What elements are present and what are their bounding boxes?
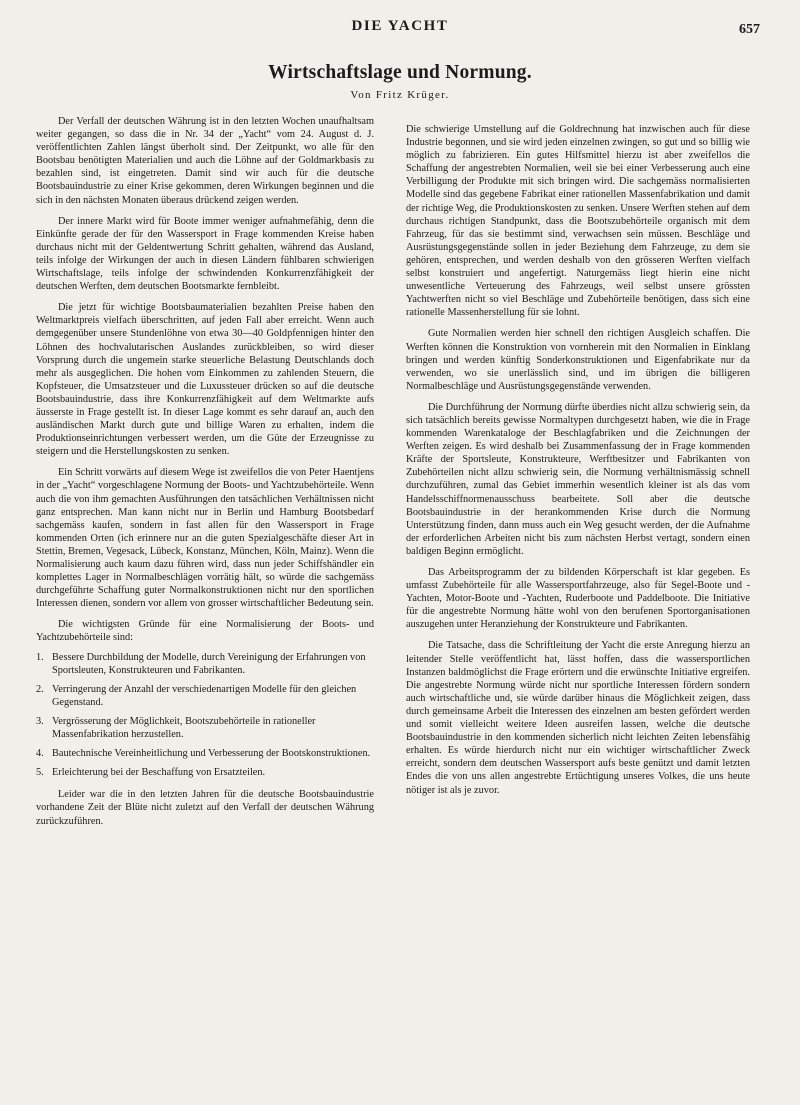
paragraph: Gute Normalien werden hier schnell den richtigen Ausgleich schaffen. Die Werften können die Konstruktion von vornherein mit den Normalien in Einklang bringen und werden künftig Sonderkonstruktionen und Eigenfabrikate nur da verwenden, wo sie unerlässlich sind, und im übrigen die billigeren Normalbeschläge und Ausrüstungsgegenstände verwenden. (406, 328, 750, 392)
paragraph: Die Durchführung der Normung dürfte überdies nicht allzu schwierig sein, da sich tatsächlich bereits gewisse Normaltypen durchgesetzt haben, wie die in Frage kommenden Warenkataloge der Beschlagfabriken und die Zeichnungen der Werften zeigen. Es wird deshalb bei Zusammenfassung der in Frage kommenden Kräfte der Sportsleute, Konstrukteure, Werftbesitzer und Fabrikanten von Zubehörteilen nicht allzu schwierig sein, die Normung verhältnismässig schnell durchzuführen, zumal das Gebiet immerhin wesentlich kleiner ist als das vom Handelsschiffnormenausschuss bearbeitete. Soll aber die deutsche Bootsbauindustrie in der herankommenden Krise durch die Normung Unterstützung finden, dann muss auch ein Weg gesucht werden, der die Aufnahme der erforderlichen Arbeiten nicht bis zum nächsten Herbst vertagt, sondern einen baldigen Beginn ermöglicht. (406, 401, 750, 557)
list-item (36, 651, 374, 677)
reasons-list (36, 651, 374, 780)
article-title: Wirtschaftslage und Normung. (268, 62, 532, 83)
list-text: Verringerung der Anzahl der verschiedenartigen Modelle für den gleichen Gegenstand. (52, 683, 357, 708)
list-number: 5. (36, 767, 44, 779)
page-number: 657 (739, 22, 760, 37)
list-text: Vergrösserung der Möglichkeit, Bootszubehörteile in rationeller Massenfabrikation herzustellen. (52, 715, 316, 741)
list-item (36, 683, 374, 709)
paragraph: Der innere Markt wird für Boote immer weniger aufnahmefähig, denn die Einkünfte gerade der für den Wassersport in Frage kommenden Kreise haben durchaus nicht mit der Geldentwertung Schritt gehalten, während das Ausland, teils infolge der Wirkungen der auch in diesen Ländern fühlbaren schwierigen Wirtschaftslage, teils infolge der schwindenden Konkurrenzfähigkeit der deutschen Werften, dem deutschen Bootsmarkte fernbleibt. (36, 215, 374, 293)
list-number: 2. (36, 683, 44, 695)
paragraph: Der Verfall der deutschen Währung ist in den letzten Wochen unaufhaltsam weiter gegangen, so dass die in Nr. 34 der „Yacht“ vom 24. August d. J. veröffentlichten Zahlen längst überholt sind. Der Zeitpunkt, wo alle für den Bootsbau benötigten Materialien und auch die Löhne auf der Goldmarkbasis zu bezahlen sind, ist eingetreten. Damit sind wir auch für die deutsche Bootsbauindustrie zu einer Krise gekommen, deren Wirkungen beginnen und die sich in den nächsten Monaten überaus drückend zeigen werden. (36, 116, 374, 206)
paragraph: Die jetzt für wichtige Bootsbaumaterialien bezahlten Preise haben den Weltmarktpreis vielfach überschritten, auf jeden Fall aber erreicht. Wenn auch demgegenüber unsere Stundenlöhne von etwa 30—40 Goldpfennigen hinter den Löhnen des hochvalutarischen Auslandes zurückbleiben, so wird dieser Vorsprung durch die ungemein starke steuerliche Belastung Deutschlands doch mehr als ausgeglichen. Die hohen vom Einkommen zu zahlenden Steuern, die Kopfsteuer, die Umsatzsteuer und die Luxussteuer drücken so auf die deutsche Bootsbauindustrie, dass ihre Konkurrenzfähigkeit auf dem Weltmarkte aufs äusserste in Frage gestellt ist. In dieser Lage kommt es sehr darauf an, auch den ausländischen Markt durch gute und billige Waren zu erhalten, indem die Produktionseinrichtungen verbessert werden, um die Güte der Erzeugnisse zu steigern und die Herstellungskosten zu senken. (36, 302, 374, 458)
list-number: 1. (36, 651, 44, 663)
list-number: 3. (36, 715, 44, 727)
paragraph: Die wichtigsten Gründe für eine Normalisierung der Boots- und Yachtzubehörteile sind: (36, 619, 374, 644)
list-item (36, 766, 374, 779)
paragraph: Leider war die in den letzten Jahren für die deutsche Bootsbauindustrie vorhandene Zeit der Blüte nicht zuletzt auf den Verfall der deutschen Währung zurückzuführen. (36, 789, 374, 827)
list-item (36, 747, 374, 760)
left-column (36, 115, 374, 836)
list-text: Erleichterung bei der Beschaffung von Ersatzteilen. (52, 767, 266, 779)
paragraph: Das Arbeitsprogramm der zu bildenden Körperschaft ist klar gegeben. Es umfasst Zubehörteile für alle Wassersportfahrzeuge, also für Segel-Boote und -Yachten, Motor-Boote und -Yachten, Ruderboote und Paddelboote. Die Initiative für die angestrebte Normung hätte wohl von den berufenen Sportorganisationen auszugehen unter Heranziehung der Konstrukteure und Fabrikanten. (406, 567, 750, 631)
list-text: Bessere Durchbildung der Modelle, durch Vereinigung der Erfahrungen von Sportsleuten, Konstrukteuren und Fabrikanten. (52, 651, 366, 676)
running-head: DIE YACHT (351, 18, 449, 34)
list-text: Bautechnische Vereinheitlichung und Verbesserung der Bootskonstruktionen. (52, 748, 371, 760)
paragraph: Die schwierige Umstellung auf die Goldrechnung hat inzwischen auch für diese Industrie begonnen, und sie wird jeden einzelnen zwingen, so gut und so billig wie möglich zu fabrizieren. Ein gutes Hilfsmittel hierzu ist aber zweifellos die Schaffung der angestrebten Normalien, weil sie bei einer Verbesserung auch eine Verbilligung der Produkte mit sich bringen wird. Die sachgemäss normalisierten Modelle sind das gegebene Fabrikat einer rationellen Massenfabrikation und damit der richtige Weg, die Produktionskosten zu senken. Unsere Werften stehen auf dem durchaus richtigen Standpunkt, dass die Bootszubehörteile organisch mit dem Fahrzeug, für das sie bestimmt sind, verwachsen sein müssen. Beschläge und Ausrüstungsgegenstände sollen in jeder Beziehung dem Fahrzeuge, zu dem sie gehören, entsprechen, und werden deshalb von den grösseren Werften vielfach selbst konstruiert und angefertigt. Naturgemäss liegt hierin eine nicht unwesentliche Verteuerung des Fahrzeugs, weil selbst unsere grössten Yachtwerften nicht so viel Beschläge und Zubehörteile benötigen, dass sich eine rationelle Massenherstellung für sie lohnt. (406, 124, 750, 319)
paragraph: Die Tatsache, dass die Schriftleitung der Yacht die erste Anregung hierzu an leitender Stelle veröffentlicht hat, lässt hoffen, dass die wassersportlichen Instanzen baldmöglichst die Frage erörtern und die erwünschte Initiative ergreifen. Die angestrebte Normung würde nicht nur sportliche Interessen fördern sondern auch wirtschaftliche und, sie würde darüber hinaus die Möglichkeit zeigen, dass durch gemeinsame Arbeit die Interessen des einzelnen am besten gefördert werden und somit vielleicht weitere Ideen ausreifen lassen, welche die deutsche Bootsbauindustrie in den kommenden sicherlich nicht leichten Zeiten lebensfähig erhalten. Es würde hierdurch nicht nur ein wichtiger wirtschaftlicher Zweck erreicht, sondern dem deutschen Wassersport aufs beste genützt und damit letzten Endes die von uns allen angestrebte Ertüchtigung unseres Volkes, die uns heute nötiger ist als je zuvor. (406, 640, 750, 796)
list-item (36, 715, 374, 741)
article-byline: Von Fritz Krüger. (350, 89, 450, 101)
paragraph: Ein Schritt vorwärts auf diesem Wege ist zweifellos die von Peter Haentjens in der „Yacht“ vorgeschlagene Normung der Boots- und Yachtzubehörteile. Wenn auch die von ihm gemachten Ausführungen den tatsächlichen Verhältnissen nicht ganz entsprechen. Man kann nicht nur in Berlin und Hamburg Bootsbedarf sachgemäss kaufen, sondern in fast allen für den Wassersport in Frage kommenden Orten (ich erinnere nur an die guten Spezialgeschäfte dieser Art in Stettin, Bremen, Vegesack, Lübeck, Konstanz, München, Köln, Mainz). Wenn die Normalisierung auch kaum dazu führen wird, dass nun jeder Schiffshändler ein komplettes Lager in Normalbeschlägen vorrätig hält, so würde die sachgemäss durchgeführte Schaffung guter Normalkonstruktionen nicht nur den sportlichen Interessen dienen, sondern vor allem von grosser wirtschaftlicher Bedeutung sein. (36, 467, 374, 610)
right-column (406, 123, 750, 805)
list-number: 4. (36, 748, 44, 760)
